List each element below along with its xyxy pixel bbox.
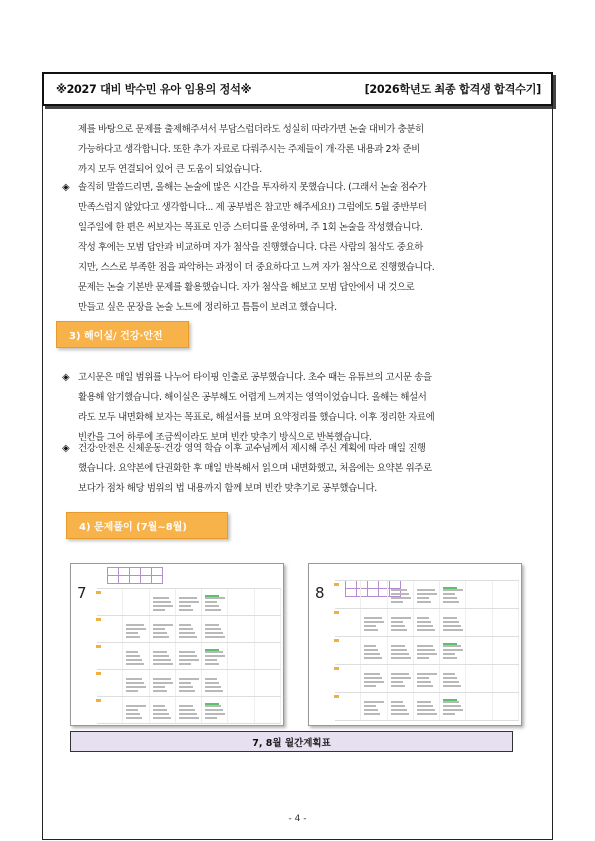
calendar-day-cell bbox=[466, 581, 492, 608]
calendar-day-cell bbox=[335, 581, 361, 608]
calendar-day-cell bbox=[202, 697, 228, 723]
calendar-day-cell bbox=[123, 616, 149, 642]
calendar-week-row bbox=[97, 589, 281, 616]
calendar-day-cell bbox=[150, 670, 176, 696]
text-line: 까지 모두 연결되어 있어 큰 도움이 되었습니다. bbox=[78, 164, 262, 175]
classroom-paragraph bbox=[78, 368, 540, 448]
calendar-day-cell bbox=[228, 697, 254, 723]
calendar-month-label: 8 bbox=[315, 584, 325, 602]
calendar-day-cell bbox=[466, 637, 492, 664]
weekday-header bbox=[335, 572, 519, 580]
caption-text: 7, 8월 월간계획표 bbox=[252, 737, 331, 749]
text-line: 제를 바탕으로 문제를 출제해주셔서 부담스럽더라도 성실히 따라가면 논술 대비가 충분히 bbox=[78, 124, 424, 135]
text-line: 라도 모두 내면화해 보자는 목표로, 해설서를 보며 요약정리를 했습니다. 이후 정리한 자료에 bbox=[78, 412, 435, 423]
calendar-day-cell bbox=[414, 581, 440, 608]
calendar-week-row bbox=[335, 637, 519, 665]
calendar-day-cell bbox=[176, 697, 202, 723]
calendar-week-row bbox=[335, 609, 519, 637]
text-line: 일주일에 한 편은 써보자는 목표로 인증 스터디를 운영하며, 주 1회 논술을 작성했습니다. bbox=[78, 222, 423, 233]
calendar-day-cell bbox=[255, 643, 281, 669]
calendar-day-cell bbox=[388, 693, 414, 720]
calendar-day-cell bbox=[228, 670, 254, 696]
calendar-day-cell bbox=[440, 665, 466, 692]
calendar-day-cell bbox=[176, 616, 202, 642]
calendar-day-cell bbox=[176, 589, 202, 615]
text-line: 가능하다고 생각합니다. 또한 추가 자료로 다뤄주시는 주제들이 개·각론 내용과 2차 준비 bbox=[78, 144, 420, 155]
calendar-day-cell bbox=[493, 637, 519, 664]
text-line: 활용해 암기했습니다. 해이실은 공부해도 어렵게 느껴지는 영역이었습니다. 올해는 해설서 bbox=[78, 392, 427, 403]
text-line: 고시문은 매일 범위를 나누어 타이핑 인출로 공부했습니다. 초수 때는 유튜브의 고시문 송을 bbox=[78, 372, 432, 383]
calendar-day-cell bbox=[97, 670, 123, 696]
calendar-day-cell bbox=[414, 665, 440, 692]
calendar-week-row bbox=[97, 616, 281, 643]
text-line: 만들고 싶은 문장을 논술 노트에 정리하고 틈틈이 보려고 했습니다. bbox=[78, 302, 337, 313]
calendar-day-cell bbox=[202, 616, 228, 642]
calendar-day-cell bbox=[493, 581, 519, 608]
calendar-day-cell bbox=[414, 637, 440, 664]
calendar-day-cell bbox=[176, 670, 202, 696]
calendar-grid bbox=[97, 588, 281, 724]
calendar-day-cell bbox=[335, 637, 361, 664]
calendar-day-cell bbox=[388, 637, 414, 664]
calendar-day-cell bbox=[228, 643, 254, 669]
calendar-day-cell bbox=[440, 693, 466, 720]
calendar-day-cell bbox=[466, 693, 492, 720]
calendar-week-row bbox=[335, 665, 519, 693]
text-line: 지만, 스스로 부족한 점을 파악하는 과정이 더 중요하다고 느껴 자가 첨삭으로 진행했습니다. bbox=[78, 262, 435, 273]
calendar-day-cell bbox=[335, 693, 361, 720]
calendar-day-cell bbox=[255, 670, 281, 696]
section-4-title: 4) 문제풀이 (7월~8월) bbox=[79, 522, 187, 533]
text-line: 만족스럽지 않았다고 생각합니다... 제 공부법은 참고만 해주세요!) 그럼에도 5월 중반부터 bbox=[78, 202, 427, 213]
calendar-day-cell bbox=[388, 609, 414, 636]
calendar-day-cell bbox=[414, 693, 440, 720]
calendar-day-cell bbox=[202, 589, 228, 615]
diamond-bullet-icon: ◈ bbox=[62, 372, 70, 383]
calendar-day-cell bbox=[255, 697, 281, 723]
page-number: - 4 - bbox=[288, 814, 307, 824]
health-safety-paragraph bbox=[78, 439, 540, 499]
calendar-day-cell bbox=[361, 693, 387, 720]
calendar-grid bbox=[335, 580, 519, 721]
calendar-day-cell bbox=[440, 609, 466, 636]
calendar-day-cell bbox=[335, 609, 361, 636]
july-calendar-image bbox=[70, 563, 284, 726]
calendar-day-cell bbox=[361, 637, 387, 664]
calendar-day-cell bbox=[150, 697, 176, 723]
calendar-day-cell bbox=[361, 581, 387, 608]
calendar-week-row bbox=[335, 693, 519, 721]
calendar-day-cell bbox=[255, 589, 281, 615]
calendar-day-cell bbox=[361, 665, 387, 692]
text-line: 했습니다. 요약본에 단권화한 후 매일 반복해서 읽으며 내면화했고, 처음에는 요약본 위주로 bbox=[78, 463, 432, 474]
calendar-day-cell bbox=[97, 589, 123, 615]
header-left-title: ※2027 대비 박수민 유아 임용의 정석※ bbox=[56, 83, 252, 96]
calendar-day-cell bbox=[388, 665, 414, 692]
calendar-day-cell bbox=[493, 665, 519, 692]
calendar-day-cell bbox=[150, 589, 176, 615]
calendar-day-cell bbox=[123, 589, 149, 615]
text-line: 문제는 논술 기본반 문제를 활용했습니다. 자가 첨삭을 해보고 모범 답안에서 내 것으로 bbox=[78, 282, 415, 293]
text-line: 건강·안전은 신체운동·건강 영역 학습 이후 교수님께서 제시해 주신 계획에 따라 매일 진행 bbox=[78, 443, 426, 454]
calendar-day-cell bbox=[97, 643, 123, 669]
calendar-week-row bbox=[97, 643, 281, 670]
calendar-month-label: 7 bbox=[77, 584, 87, 602]
essay-paragraph bbox=[78, 178, 540, 318]
intro-paragraph bbox=[78, 120, 540, 180]
calendar-day-cell bbox=[440, 637, 466, 664]
calendar-day-cell bbox=[493, 693, 519, 720]
document-header bbox=[42, 72, 553, 106]
calendar-caption bbox=[70, 731, 513, 752]
section-3-title: 3) 해이실/ 건강·안전 bbox=[69, 331, 163, 342]
august-calendar-image bbox=[308, 563, 522, 726]
calendar-day-cell bbox=[440, 581, 466, 608]
calendar-day-cell bbox=[466, 665, 492, 692]
calendar-week-row bbox=[97, 697, 281, 724]
calendar-day-cell bbox=[255, 616, 281, 642]
calendar-day-cell bbox=[123, 670, 149, 696]
calendar-day-cell bbox=[228, 589, 254, 615]
calendar-day-cell bbox=[335, 665, 361, 692]
header-right-title: [2026학년도 최종 합격생 합격수기] bbox=[364, 83, 541, 96]
calendar-day-cell bbox=[228, 616, 254, 642]
calendar-day-cell bbox=[176, 643, 202, 669]
section-3-heading bbox=[56, 321, 189, 348]
calendar-day-cell bbox=[466, 609, 492, 636]
calendar-day-cell bbox=[123, 643, 149, 669]
weekday-header bbox=[97, 580, 281, 588]
calendar-day-cell bbox=[388, 581, 414, 608]
text-line: 작성 후에는 모범 답안과 비교하며 자가 첨삭을 진행했습니다. 다른 사람의 첨삭도 중요하 bbox=[78, 242, 423, 253]
calendar-week-row bbox=[97, 670, 281, 697]
text-line: 솔직히 말씀드리면, 올해는 논술에 많은 시간을 투자하지 못했습니다. (그래서 논술 점수가 bbox=[78, 182, 427, 193]
calendar-day-cell bbox=[97, 697, 123, 723]
calendar-day-cell bbox=[361, 609, 387, 636]
calendar-day-cell bbox=[202, 643, 228, 669]
calendar-day-cell bbox=[123, 697, 149, 723]
calendar-day-cell bbox=[150, 616, 176, 642]
text-line: 보다가 점차 해당 범위의 법 내용까지 함께 보며 빈칸 맞추기로 공부했습니다. bbox=[78, 483, 377, 494]
calendar-day-cell bbox=[150, 643, 176, 669]
calendar-day-cell bbox=[97, 616, 123, 642]
diamond-bullet-icon: ◈ bbox=[62, 443, 70, 454]
calendar-day-cell bbox=[414, 609, 440, 636]
calendar-week-row bbox=[335, 581, 519, 609]
section-4-heading bbox=[66, 512, 228, 539]
diamond-bullet-icon: ◈ bbox=[62, 182, 70, 193]
calendar-day-cell bbox=[202, 670, 228, 696]
text-line: 빈칸을 그어 하루에 조금씩이라도 보며 빈칸 맞추기 방식으로 반복했습니다. bbox=[78, 432, 372, 443]
calendar-day-cell bbox=[493, 609, 519, 636]
